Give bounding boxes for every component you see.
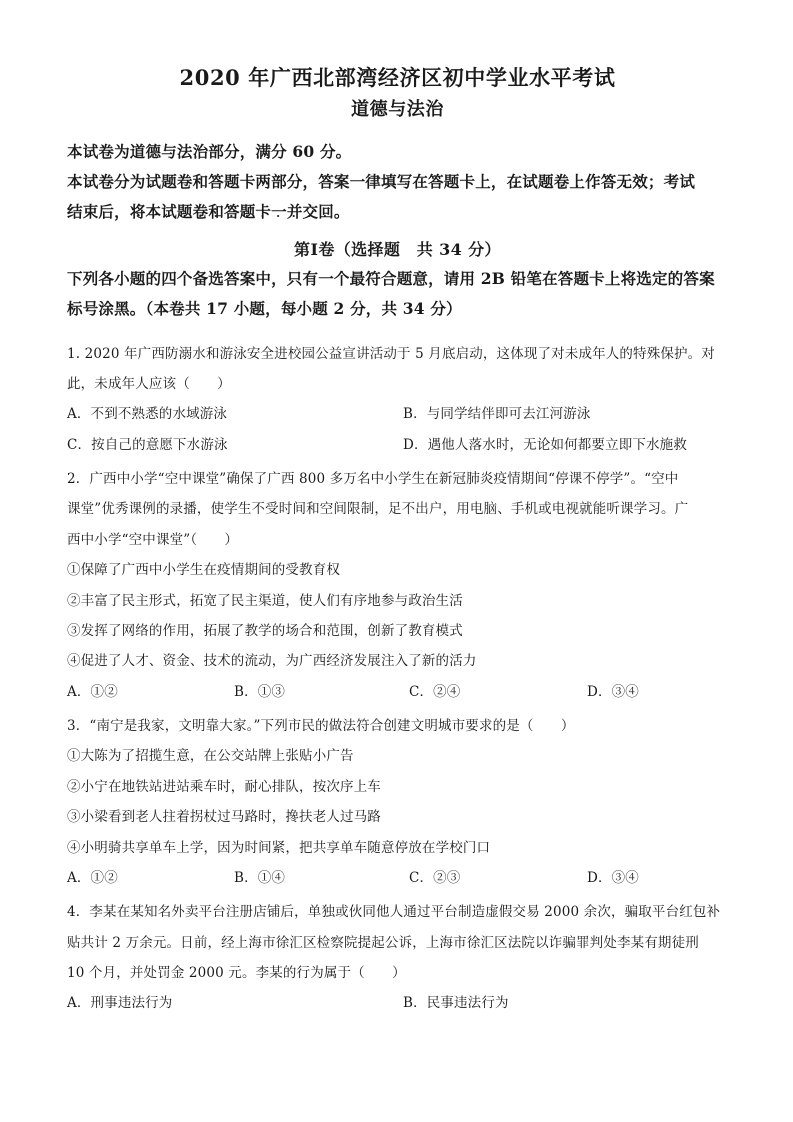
question-1-option-a[interactable]: A．不到不熟悉的水域游泳 xyxy=(67,406,228,423)
question-3-sub-item-1: ①大陈为了招揽生意，在公交站牌上张贴小广告 xyxy=(67,748,354,765)
question-4-option-b[interactable]: B．民事违法行为 xyxy=(403,995,509,1012)
question-2-sub-item-3: ③发挥了网络的作用，拓展了教学的场合和范围，创新了教育模式 xyxy=(67,622,463,639)
notice-line-2-part-a: 本试卷分为试题卷和答题卡两部分，答案一律填写在答题卡上， xyxy=(67,171,507,191)
question-3-option-a[interactable]: A．①② xyxy=(67,869,118,886)
question-2-option-d[interactable]: D．③④ xyxy=(587,683,639,700)
question-2-stem-line-2: 课堂”优秀课例的录播，使学生不受时间和空间限制，足不出户，用电脑、手机或电视就能听课学习。广 xyxy=(67,501,689,518)
question-3-option-c[interactable]: C．②③ xyxy=(409,869,461,886)
question-1-options xyxy=(67,399,728,460)
notice-line-1: 本试卷为道德与法治部分，满分 60 分。 xyxy=(67,141,352,161)
page-title: 2020 年广西北部湾经济区初中学业水平考试 xyxy=(179,65,616,90)
question-2 xyxy=(67,464,728,707)
question-2-sub-item-4: ④促进了人才、资金、技术的流动，为广西经济发展注入了新的活力 xyxy=(67,653,477,670)
question-3-sub-item-2: ②小宁在地铁站进站乘车时，耐心排队，按次序上车 xyxy=(67,778,381,795)
question-1 xyxy=(67,339,728,461)
question-3-options xyxy=(67,863,728,893)
notice-line-2-part-c: ；考试 xyxy=(647,171,696,191)
question-2-sub-item-1: ①保障了广西中小学生在疫情期间的受教育权 xyxy=(67,562,340,579)
question-1-option-b[interactable]: B．与同学结伴即可去江河游泳 xyxy=(403,406,591,423)
question-2-sub-item-2: ②丰富了民主形式，拓宽了民主渠道，使人们有序地参与政治生活 xyxy=(67,592,463,609)
question-4-option-a[interactable]: A．刑事违法行为 xyxy=(67,995,173,1012)
page-subtitle: 道德与法治 xyxy=(351,98,444,120)
question-2-options xyxy=(67,677,728,707)
question-3-stem-line-1: 3．“南宁是我家，文明靠大家。”下列市民的做法符合创建文明城市要求的是（ ） xyxy=(67,718,575,735)
question-3-option-d[interactable]: D．③④ xyxy=(587,869,639,886)
question-3 xyxy=(67,711,728,893)
question-2-option-c[interactable]: C．②④ xyxy=(409,683,461,700)
question-3-sub-item-4: ④小明骑共享单车上学，因为时间紧，把共享单车随意停放在学校门口 xyxy=(67,839,491,856)
question-4-stem-line-1: 4．李某在某知名外卖平台注册店铺后，单独或伙同他人通过平台制造虚假交易 2000 余次，骗取平台红包补 xyxy=(67,904,721,921)
question-2-option-b[interactable]: B．①③ xyxy=(234,683,286,700)
notice-emphasis-invalid-answers: 在试题卷上作答无效 xyxy=(507,172,648,195)
question-1-option-d[interactable]: D．遇他人落水时，无论如何都要立即下水施救 xyxy=(403,436,687,453)
section-instruction-line-1: 下列各小题的四个备选答案中，只有一个最符合题意，请用 2B 铅笔在答题卡上将选定的答案 xyxy=(67,269,715,289)
section-instruction xyxy=(67,264,728,324)
question-3-option-b[interactable]: B．①④ xyxy=(234,869,286,886)
question-4-stem-line-2: 贴共计 2 万余元。日前，经上海市徐汇区检察院提起公诉，上海市徐汇区法院以诈骗罪判处李某有期徒刑 xyxy=(67,934,699,951)
notice-line-2 xyxy=(67,167,728,197)
section-header-volume-one: 第Ⅰ卷（选择题 共 34 分） xyxy=(294,240,501,260)
question-2-stem-line-1: 2．广西中小学“空中课堂”确保了广西 800 多万名中小学生在新冠肺炎疫情期间“停课不停学”。“空中 xyxy=(67,471,679,488)
notice-line-3-part-c: 。 xyxy=(333,201,350,221)
question-1-option-c[interactable]: C．按自己的意愿下水游泳 xyxy=(67,436,228,453)
question-3-sub-item-3: ③小梁看到老人拄着拐杖过马路时，搀扶老人过马路 xyxy=(67,809,381,826)
question-4 xyxy=(67,897,728,1019)
section-instruction-line-2: 标号涂黑。（本卷共 17 小题，每小题 2 分，共 34 分） xyxy=(67,299,462,319)
question-1-stem-line-1: 1. 2020 年广西防溺水和游泳安全进校园公益宣讲活动于 5 月底启动，这体现了对未成年人的特殊保护。对 xyxy=(67,345,715,362)
question-1-stem-line-2: 此，未成年人应该（ ） xyxy=(67,375,231,392)
question-4-options xyxy=(67,988,728,1018)
question-2-stem-line-3: 西中小学“空中课堂”（ ） xyxy=(67,531,239,548)
question-4-stem-line-3: 10 个月，并处罚金 2000 元。李某的行为属于（ ） xyxy=(67,965,406,982)
notice-line-3-part-a: 结束后， xyxy=(67,201,130,221)
notice-line-3 xyxy=(67,197,728,227)
question-2-option-a[interactable]: A．①② xyxy=(67,683,118,700)
exam-notice xyxy=(67,137,728,228)
notice-emphasis-return-papers: 将本试题卷和答题卡一并交回 xyxy=(130,202,334,225)
